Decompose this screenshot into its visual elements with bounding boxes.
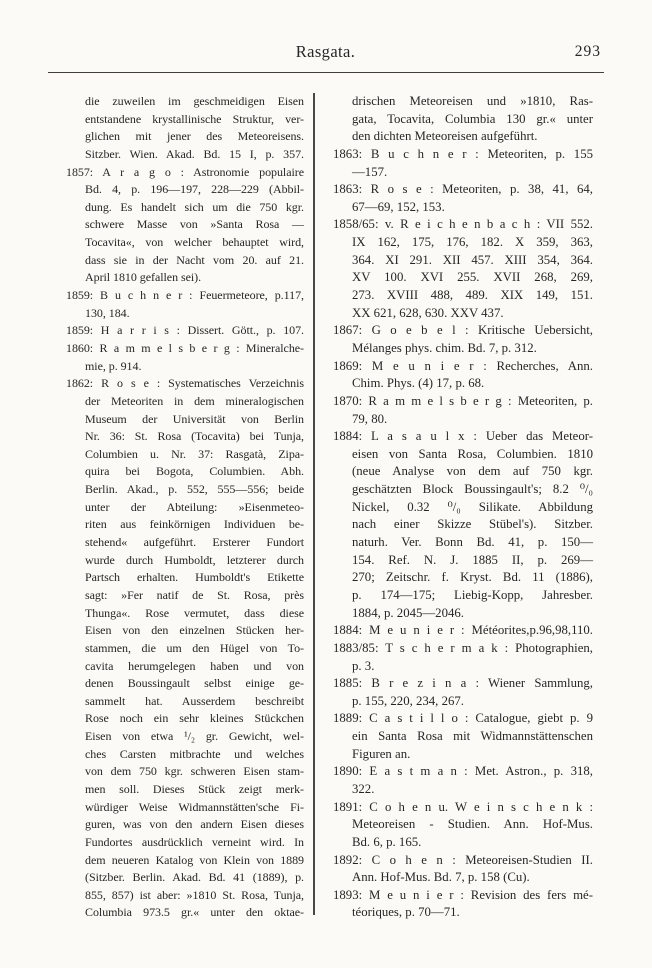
text-line: Sitzber. Wien. Akad. Bd. 15 I, p. 357. [85, 146, 304, 161]
text-line: Ann. Hof-Mus. Bd. 7, p. 158 (Cu). [352, 870, 530, 885]
text-line: würdiger Weise Widmannstätten'sche Fi- [85, 799, 304, 814]
text-line: der Meteoriten in dem mineralogischen [85, 393, 304, 408]
text-line: 1892: C o h e n : Meteoreisen-Studien II. [333, 852, 593, 867]
text-line: 1885: B r e z i n a : Wiener Sammlung, [333, 676, 593, 691]
text-line: drischen Meteoreisen und »1810, Ras- [352, 94, 593, 108]
text-line: Bd. 4, p. 196—197, 228—229 (Abbil- [85, 182, 304, 197]
text-line: Nickel, 0.32 ⁰/₀ Silikate. Abbildung [352, 499, 593, 514]
text-line: Museum der Universität von Berlin [85, 411, 304, 426]
text-line: 1869: M e u n i e r : Recherches, Ann. [333, 358, 593, 373]
text-line: 1870: R a m m e l s b e r g : Meteoriten, p. [333, 393, 593, 408]
text-line: 273. XVIII 488, 489. XIX 149, 151. [352, 288, 593, 303]
text-line: entstandene krystallinische Struktur, ver- [85, 111, 304, 126]
text-line: von dem 750 kgr. schweren Eisen stam- [85, 764, 304, 779]
text-line: unter der Abteilung: »Eisenmeteo- [85, 499, 304, 514]
text-line: 67—69, 152, 153. [352, 199, 445, 214]
text-line: 1867: G o e b e l : Kritische Uebersicht, [333, 323, 593, 338]
right-column [333, 93, 593, 922]
text-line: p. 174—175; Liebig-Kopp, Jahresber. [352, 587, 593, 602]
text-line: Thunga«. Rose vermutet, dass diese [85, 605, 304, 620]
text-line: eisen von Santa Rosa, Columbien. 1810 [352, 446, 593, 461]
text-line: April 1810 gefallen sei). [85, 270, 202, 285]
text-line: 364. XI 291. XII 457. XIII 354, 364. [352, 252, 593, 267]
text-line: denen Boussingault selbst einige ge- [85, 676, 304, 691]
text-line: 1860: R a m m e l s b e r g : Mineralche- [66, 340, 304, 355]
text-line: dung. Es handelt sich um die 750 kgr. [85, 199, 304, 214]
text-line: 1884, p. 2045—2046. [352, 605, 464, 620]
text-line: mie, p. 914. [85, 358, 142, 373]
text-line: Chim. Phys. (4) 17, p. 68. [352, 376, 485, 391]
text-line: die zuweilen im geschmeidigen Eisen [85, 94, 304, 108]
page-title: Rasgata. [295, 42, 356, 61]
text-line: Berlin. Akad., p. 552, 555—556; beide [85, 482, 304, 497]
text-line: 322. [352, 781, 375, 796]
text-line: Columbia 973.5 gr.« unter den oktae- [85, 905, 304, 920]
text-line: naturh. Ver. Bonn Bd. 41, p. 150— [352, 535, 593, 550]
text-line: 270; Zeitschr. f. Kryst. Bd. 11 (1886), [352, 570, 593, 585]
text-line: dass sie in der Nacht vom 20. auf 21. [85, 252, 304, 267]
left-column [66, 93, 304, 922]
page-number: 293 [574, 43, 601, 60]
text-line: sammelt hat. Ausserdem beschreibt [85, 693, 304, 708]
text-line: nach einer Skizze Stübel's). Sitzber. [352, 517, 593, 532]
text-line: Fundortes ausdrücklich verneint wird. In [85, 834, 304, 849]
text-line: 154. Ref. N. J. 1885 II, p. 269— [352, 552, 593, 567]
text-line: IX 162, 175, 176, 182. X 359, 363, [352, 235, 593, 250]
text-line: Columbien u. Nr. 37: Rasgatà, Zipa- [85, 446, 304, 461]
text-line: den dichten Meteoreisen aufgeführt. [352, 129, 538, 144]
text-line: Nr. 36: St. Rosa (Tocavita) bei Tunja, [85, 429, 304, 444]
running-head [48, 42, 603, 66]
text-line: 855, 857) ist aber: »1810 St. Rosa, Tunja, [85, 887, 304, 902]
text-line: guren, was von den andern Eisen dieses [85, 817, 304, 832]
text-line: stehend« aufgeführt. Ersterer Fundort [85, 535, 304, 550]
header-rule [48, 72, 604, 73]
text-line: wurde durch Humboldt, letzterer durch [85, 552, 304, 567]
text-line: (Sitzber. Berlin. Akad. Bd. 41 (1889), p. [85, 870, 304, 885]
text-line: 1889: C a s t i l l o : Catalogue, giebt p. 9 [333, 711, 593, 726]
text-line: 79, 80. [352, 411, 388, 426]
text-line: sagt: »Fer natif de St. Rosa, près [85, 587, 304, 602]
text-line: 1890: E a s t m a n : Met. Astron., p. 318, [333, 764, 593, 779]
text-line: XX 621, 628, 630. XXV 437. [352, 305, 504, 320]
column-divider-rule [313, 93, 315, 915]
text-line: Eisen von etwa ¹/₂ gr. Gewicht, wel- [85, 729, 304, 744]
text-line: p. 3. [352, 658, 375, 673]
text-line: 1893: M e u n i e r : Revision des fers mé- [333, 887, 593, 902]
text-line: 1862: R o s e : Systematisches Verzeichnis [66, 376, 304, 391]
text-line: Tocavita«, von welcher behauptet wird, [85, 235, 304, 250]
text-line: ches Carsten mitbrachte und welches [85, 746, 304, 761]
text-line: 1857: A r a g o : Astronomie populaire [66, 164, 304, 179]
text-line: XV 100. XVI 255. XVII 268, 269, [352, 270, 593, 285]
text-line: 130, 184. [85, 305, 130, 320]
text-line: —157. [352, 164, 388, 179]
text-line: 1859: B u c h n e r : Feuermeteore, p.117, [66, 288, 304, 303]
text-line: 1884: L a s a u l x : Ueber das Meteor- [333, 429, 593, 444]
text-line: cavita herumgelegen haben und von [85, 658, 304, 673]
text-line: stammen, die um den Hügel von To- [85, 640, 304, 655]
text-line: Partsch erhalten. Humboldt's Etikette [85, 570, 304, 585]
text-line: glichen mit jener des Meteoreisens. [85, 129, 304, 144]
text-line: gata, Tocavita, Columbia 130 gr.« unter [352, 111, 593, 126]
text-line: Eisen von den einzelnen Stücken her- [85, 623, 304, 638]
text-line: 1863: R o s e : Meteoriten, p. 38, 41, 64, [333, 182, 593, 197]
text-line: 1891: C o h e n u. W e i n s c h e n k : [333, 799, 593, 814]
text-line: quira bei Bogota, Columbien. Abh. [85, 464, 304, 479]
text-line: 1863: B u c h n e r : Meteoriten, p. 155 [333, 146, 593, 161]
text-line: Rose noch ein sehr kleines Stückchen [85, 711, 304, 726]
text-line: Bd. 6, p. 165. [352, 834, 422, 849]
text-line: 1883/85: T s c h e r m a k : Photographien, [333, 640, 593, 655]
text-line: p. 155, 220, 234, 267. [352, 693, 464, 708]
text-line: geschätzten Block Boussingault's; 8.2 ⁰/₀ [352, 482, 593, 497]
text-line: Mélanges phys. chim. Bd. 7, p. 312. [352, 340, 537, 355]
text-line: riten aus feinkörnigen Individuen be- [85, 517, 304, 532]
text-line: téoriques, p. 70—71. [352, 905, 460, 920]
text-line: Figuren an. [352, 746, 411, 761]
text-line: 1884: M e u n i e r : Météorites,p.96,98,110. [333, 623, 593, 638]
text-line: 1859: H a r r i s : Dissert. Gött., p. 107. [66, 323, 304, 338]
text-line: dem neueren Katalog von Klein von 1889 [85, 852, 304, 867]
text-line: ein Santa Rosa mit Widmannstättenschen [352, 729, 593, 744]
text-line: 1858/65: v. R e i c h e n b a c h : VII 552. [333, 217, 593, 232]
text-line: schwere Masse von »Santa Rosa — [85, 217, 304, 232]
text-line: men soll. Dieses Stück zeigt merk- [85, 781, 304, 796]
text-line: Meteoreisen - Studien. Ann. Hof-Mus. [352, 817, 593, 832]
text-line: (neue Analyse von dem auf 750 kgr. [352, 464, 593, 479]
